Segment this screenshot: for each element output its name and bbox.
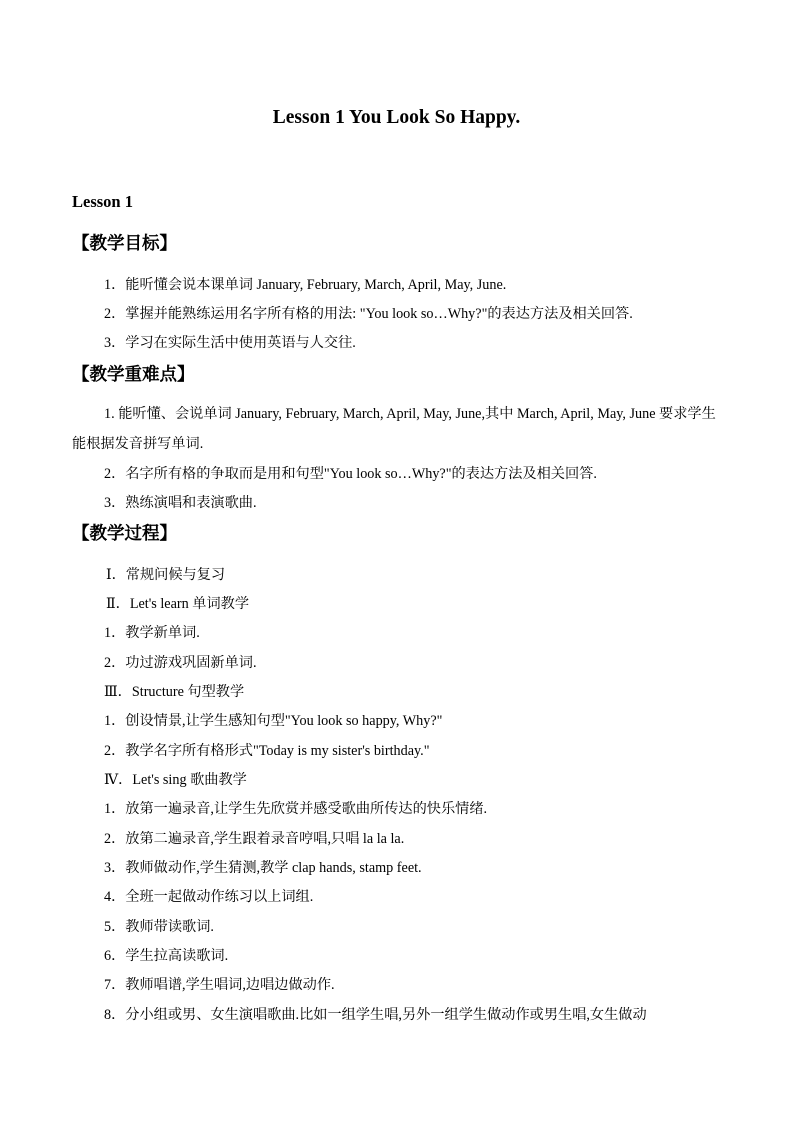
process-item: 7．教师唱谱,学生唱词,边唱边做动作. <box>104 977 335 993</box>
process-item: 1．放第一遍录音,让学生先欣赏并感受歌曲所传达的快乐情绪. <box>104 801 488 817</box>
process-item: 5．教师带读歌词. <box>104 919 214 935</box>
key-point-item-2: 2．名字所有格的争取而是用和句型"You look so…Why?"的表达方法及相关回答. <box>104 466 597 482</box>
section-heading-key-points: 【教学重难点】 <box>72 365 195 385</box>
objective-item-3: 3．学习在实际生活中使用英语与人交往. <box>104 335 356 351</box>
process-item: 2．功过游戏巩固新单词. <box>104 655 257 671</box>
key-point-item-3: 3．熟练演唱和表演歌曲. <box>104 495 257 511</box>
process-item: 6．学生拉高读歌词. <box>104 948 229 964</box>
section-heading-objectives: 【教学目标】 <box>72 234 177 254</box>
process-item: 2．放第二遍录音,学生跟着录音哼唱,只唱 la la la. <box>104 831 405 847</box>
key-point-paragraph-1: 1. 能听懂、会说单词 January, February, March, April, May, June,其中 March, April, May, June 要求学生能根据发音拼写单词. <box>72 406 716 452</box>
process-item: Ⅲ．Structure 句型教学 <box>104 684 245 700</box>
process-item: 8．分小组或男、女生演唱歌曲.比如一组学生唱,另外一组学生做动作或男生唱,女生做动 <box>104 1007 647 1023</box>
process-item: 4．全班一起做动作练习以上词组. <box>104 889 314 905</box>
process-item: Ⅱ．Let's learn 单词教学 <box>106 596 250 612</box>
objective-item-2: 2．掌握并能熟练运用名字所有格的用法: "You look so…Why?"的表达方法及相关回答. <box>104 306 633 322</box>
document-title: Lesson 1 You Look So Happy. <box>272 107 521 128</box>
process-item: 1．教学新单词. <box>104 625 200 641</box>
objective-item-1: 1．能听懂会说本课单词 January, February, March, April, May, June. <box>104 277 507 293</box>
process-item: 3．教师做动作,学生猜测,教学 clap hands, stamp feet. <box>104 860 422 876</box>
lesson-label: Lesson 1 <box>72 192 133 211</box>
process-item: 2．教学名字所有格形式"Today is my sister's birthday." <box>104 743 430 759</box>
process-item: 1．创设情景,让学生感知句型"You look so happy, Why?" <box>104 713 443 729</box>
section-heading-process: 【教学过程】 <box>72 524 177 544</box>
process-item: Ⅰ．常规问候与复习 <box>106 567 226 583</box>
process-item: Ⅳ．Let's sing 歌曲教学 <box>104 772 247 788</box>
